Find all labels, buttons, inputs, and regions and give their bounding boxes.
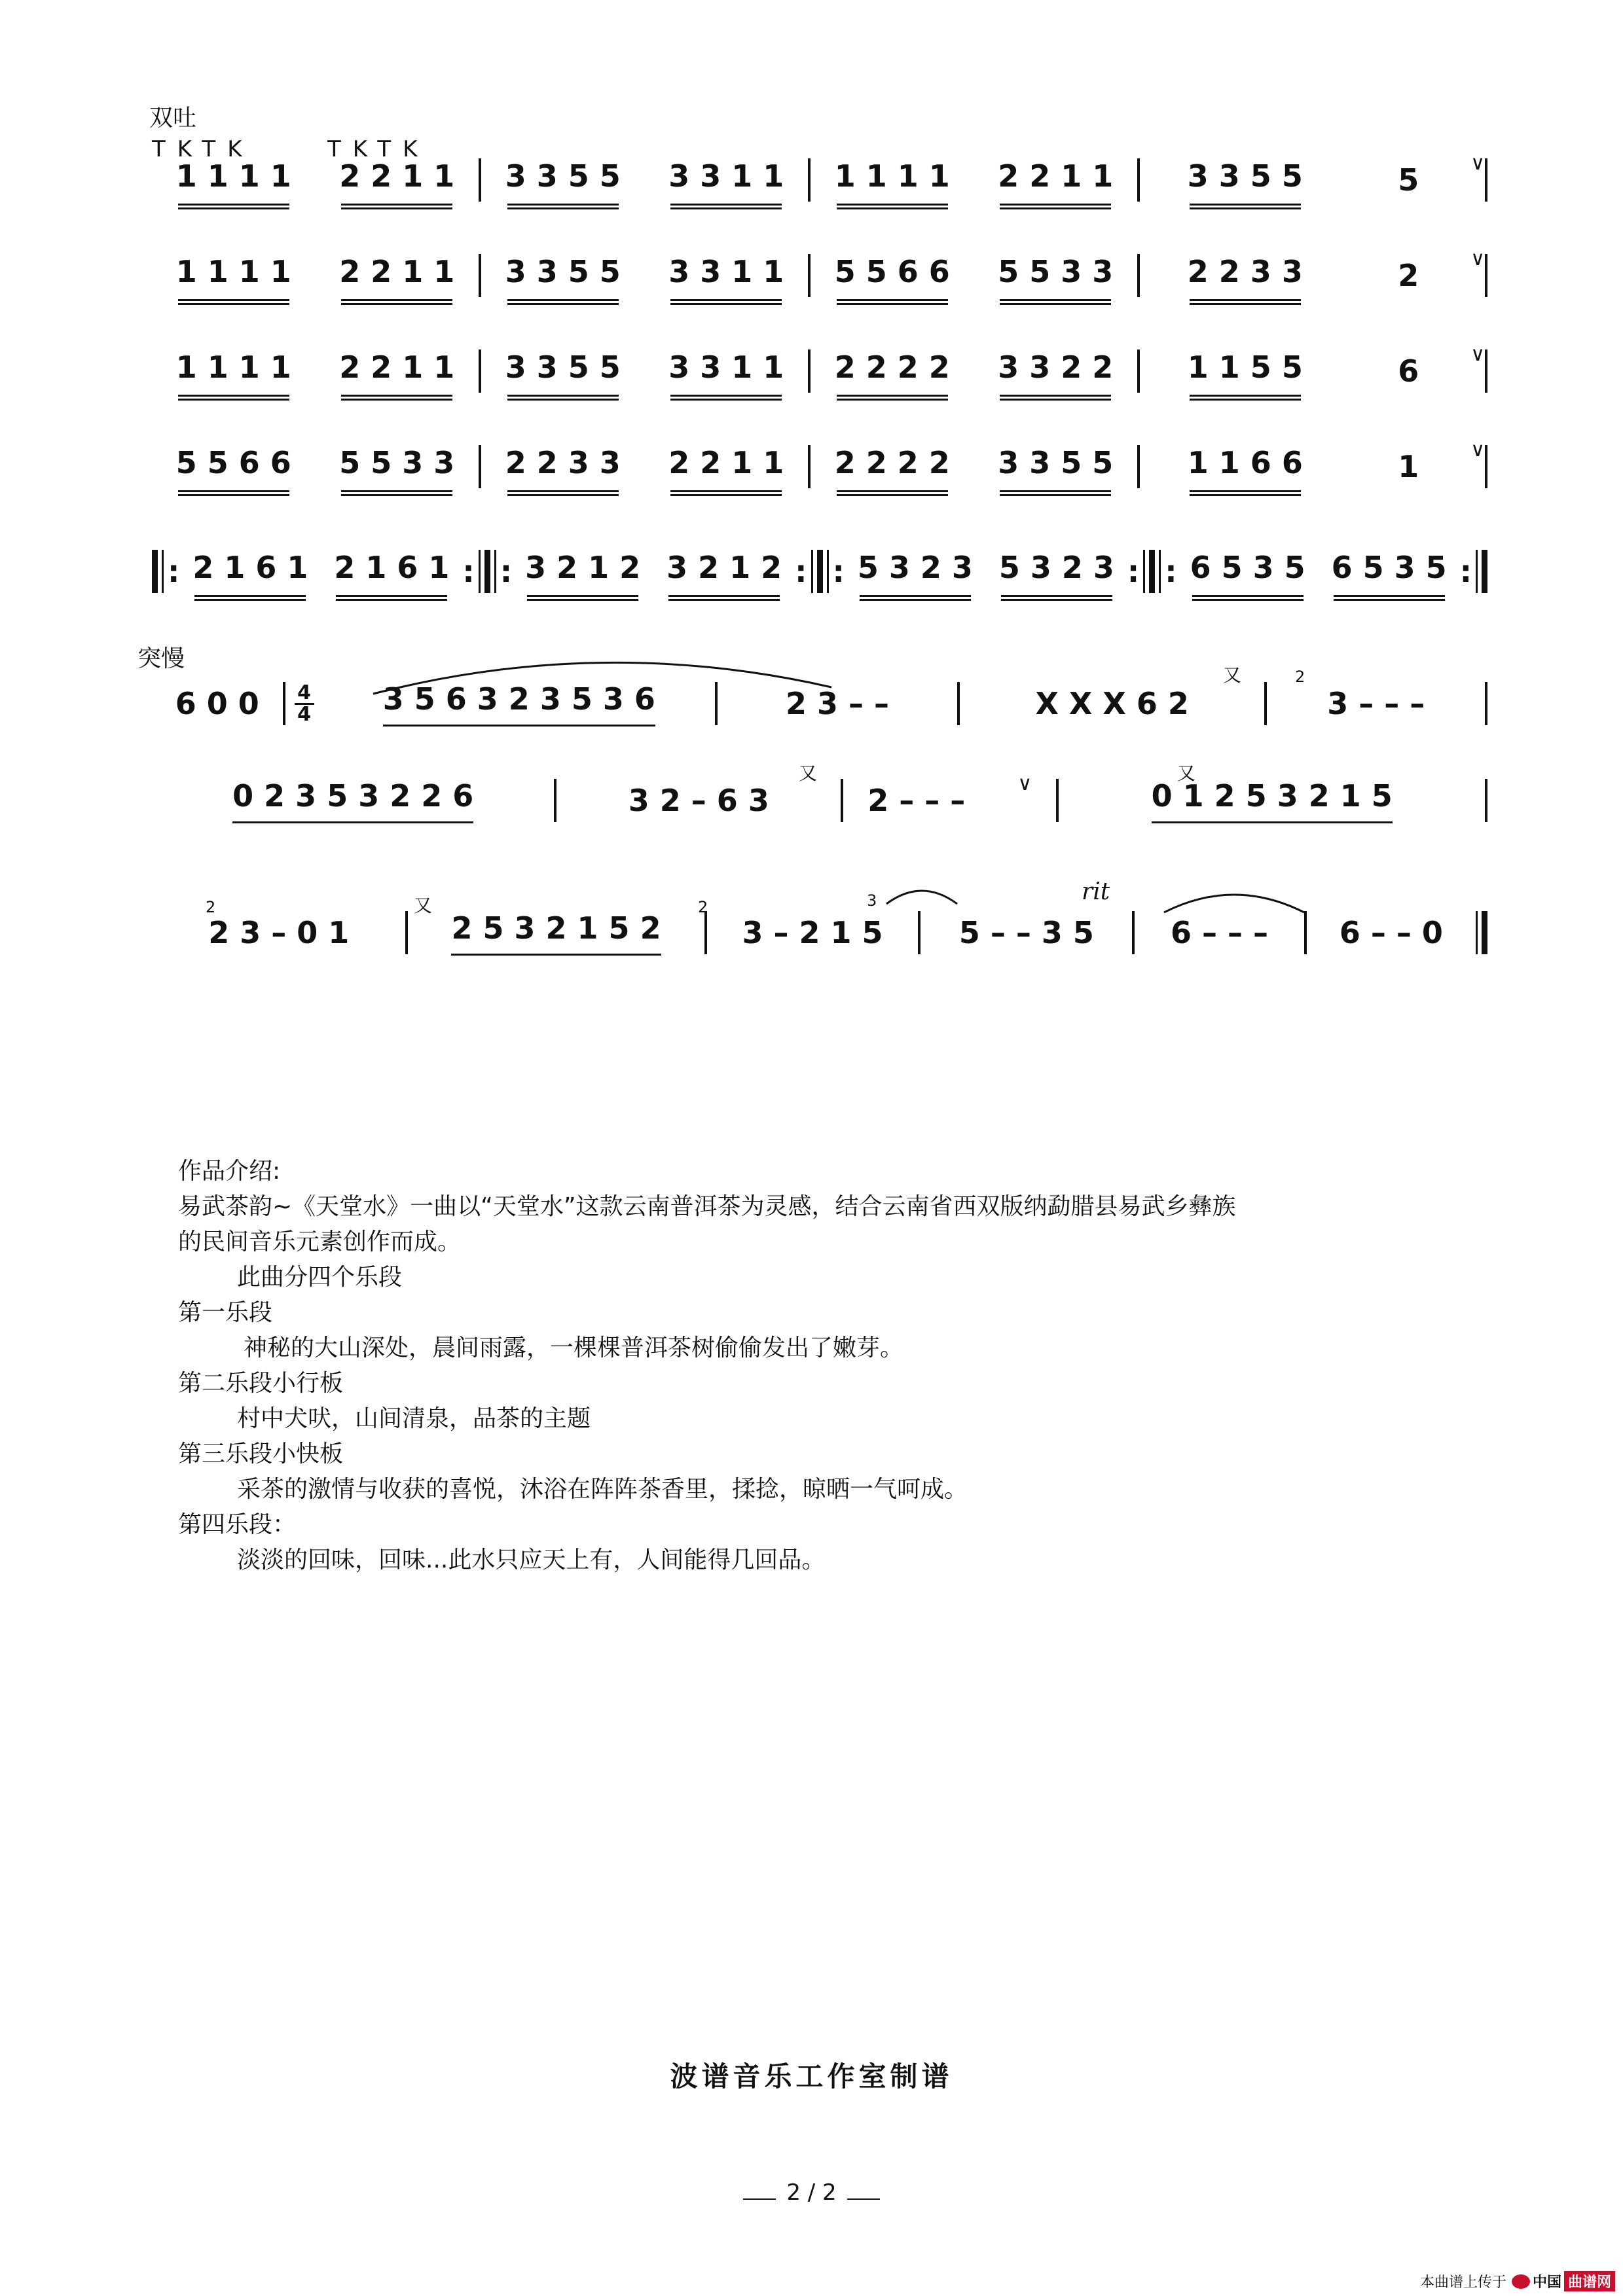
note-group: 2 1 6 1 — [192, 550, 308, 593]
slur-arc — [1159, 884, 1309, 916]
note-group: 2 1 6 1 — [334, 550, 449, 593]
section-text: 采茶的激情与收获的喜悦，沐浴在阵阵茶香里，揉捻，晾晒一气呵成。 — [237, 1476, 968, 1503]
note-group: 2 2 2 2 — [835, 445, 950, 488]
time-signature: 4 4 — [295, 683, 314, 725]
note-group: 6 5 3 5 — [1190, 550, 1305, 593]
note-group: 3 2 1 2 — [525, 550, 640, 593]
ornament-mark: 又 — [1177, 762, 1196, 784]
score-row-8 — [152, 910, 1487, 956]
score-row-2 — [152, 247, 1487, 298]
note-group: 3 3 5 5 — [1188, 158, 1303, 202]
note-group: 1 1 1 1 — [835, 158, 950, 202]
bar-line — [1485, 254, 1487, 297]
note-group: 6 0 0 — [175, 686, 259, 721]
intro-text: 的民间音乐元素创作而成。 — [178, 1229, 462, 1255]
tonguing-label-a: TKTK — [152, 136, 254, 162]
page-number: 2 / 2 — [0, 2179, 1623, 2206]
note-group: 3 3 5 5 — [505, 254, 621, 297]
note-group: 3 3 5 5 — [505, 350, 621, 393]
note-group: 2 2 3 3 — [505, 445, 621, 488]
note-group: 3 – – – — [1327, 686, 1425, 721]
grace-note: 2 — [1295, 668, 1305, 686]
tempo-label: 突慢 — [137, 645, 185, 672]
section-text: 淡淡的回味，回味...此水只应天上有，人间能得几回品。 — [237, 1547, 826, 1573]
note-group: 2 3 – – — [785, 686, 890, 721]
note-group: 3 5 6 3 2 3 5 3 6 — [383, 681, 655, 726]
note-group: 1 — [1398, 449, 1419, 484]
breath-mark: ∨ — [1470, 247, 1486, 270]
grace-note: 2 — [206, 898, 216, 916]
breath-mark: ∨ — [1017, 772, 1032, 795]
final-barline — [1476, 911, 1487, 954]
upload-label: 本曲谱上传于 — [1419, 2274, 1506, 2291]
section-text: 神秘的大山深处，晨间雨露，一棵棵普洱茶树偷偷发出了嫩芽。 — [244, 1335, 904, 1361]
repeat-end: : — [1460, 550, 1487, 593]
repeat-end-start: : : — [795, 550, 845, 593]
technique-label: 双吐 — [149, 105, 197, 132]
section-title: 第二乐段小行板 — [178, 1370, 344, 1397]
note-group: 1 1 6 6 — [1188, 445, 1303, 488]
grace-note: 3 — [867, 891, 877, 910]
note-group: 5 5 6 6 — [176, 445, 291, 488]
ornament-mark: 又 — [414, 895, 433, 916]
note-group: 5 — [1398, 162, 1419, 198]
note-group: 2 2 1 1 — [339, 350, 454, 393]
note-group: 1 1 1 1 — [176, 254, 291, 297]
intro-title: 作品介绍: — [178, 1158, 281, 1185]
slur-arc — [367, 648, 838, 700]
note-group: 3 3 1 1 — [668, 254, 784, 297]
note-group: 3 3 5 5 — [505, 158, 621, 202]
intro-text: 易武茶韵~《天堂水》一曲以“天堂水”这款云南普洱茶为灵感，结合云南省西双版纳勐腊县易武乡彝族 — [178, 1193, 1236, 1220]
note-group: 2 2 2 2 — [835, 350, 950, 393]
tonguing-label-b: TKTK — [327, 136, 429, 162]
note-group: 6 — [1398, 353, 1419, 389]
breath-mark: ∨ — [1470, 151, 1486, 175]
note-group: 3 3 5 5 — [998, 445, 1113, 488]
logo-icon — [1512, 2274, 1530, 2289]
note-group: 6 5 3 5 — [1332, 550, 1447, 593]
note-group: 5 5 3 3 — [998, 254, 1113, 297]
bar-line — [1485, 779, 1487, 822]
note-group: 2 5 3 2 1 5 2 — [451, 910, 661, 956]
bar-line — [1485, 682, 1487, 725]
section-title: 第一乐段 — [178, 1299, 273, 1326]
score-row-5 — [152, 548, 1487, 594]
breath-mark: ∨ — [1470, 438, 1486, 461]
note-group: 6 – – – — [1170, 915, 1269, 950]
note-group: 6 – – 0 — [1339, 915, 1443, 950]
bar-line — [1485, 158, 1487, 202]
note-group: 5 3 2 3 — [858, 550, 973, 593]
bar-line — [1485, 350, 1487, 393]
studio-credit: 波谱音乐工作室制谱 — [670, 2060, 953, 2092]
score-row-3 — [152, 342, 1487, 394]
note-group: 0 2 3 5 3 2 2 6 — [232, 778, 473, 823]
note-group: 3 3 1 1 — [668, 158, 784, 202]
note-group: 2 2 1 1 — [339, 158, 454, 202]
repeat-start: : — [152, 550, 179, 593]
section-title: 第三乐段小快板 — [178, 1441, 344, 1467]
note-group: 0 1 2 5 3 2 1 5 — [1152, 778, 1393, 823]
footer-credit — [1420, 2271, 1615, 2291]
note-group: 3 2 – 6 3 — [628, 783, 769, 818]
score-row-7 — [152, 772, 1487, 823]
note-group: 3 – 2 1 5 — [742, 915, 883, 950]
score-row-1 — [152, 151, 1487, 203]
score-row-4 — [152, 438, 1487, 490]
note-group: 1 1 1 1 — [176, 350, 291, 393]
note-group: 1 1 1 1 — [176, 158, 291, 202]
note-group: 2 2 1 1 — [668, 445, 784, 488]
rit-marking: rit — [1082, 878, 1110, 905]
note-group: 5 5 3 3 — [339, 445, 454, 488]
work-introduction — [178, 1154, 1501, 1578]
breath-mark: ∨ — [1470, 342, 1486, 366]
repeat-end-start: : : — [462, 550, 512, 593]
section-text: 村中犬吠，山间清泉，品茶的主题 — [237, 1405, 591, 1432]
note-group: 2 2 3 3 — [1188, 254, 1303, 297]
grace-note: 2 — [698, 898, 708, 916]
note-group: 2 – – – — [867, 783, 966, 818]
note-group: 3 3 1 1 — [668, 350, 784, 393]
note-group: 2 — [1398, 258, 1419, 293]
note-group: 3 2 1 2 — [666, 550, 782, 593]
bar-line — [283, 682, 285, 725]
note-group: X X X 6 2 — [1035, 686, 1189, 721]
slur-arc — [883, 880, 961, 906]
note-group: 2 2 1 1 — [998, 158, 1113, 202]
bar-line — [1485, 445, 1487, 488]
ornament-mark: 又 — [799, 762, 818, 784]
intro-text: 此曲分四个乐段 — [237, 1264, 403, 1291]
repeat-end-start: : : — [1127, 550, 1177, 593]
note-group: 5 – – 3 5 — [958, 915, 1094, 950]
note-group: 1 1 5 5 — [1188, 350, 1303, 393]
ornament-mark: 又 — [1223, 664, 1242, 686]
site-logo[interactable]: 中国 曲谱网 — [1512, 2271, 1615, 2291]
section-title: 第四乐段： — [178, 1511, 297, 1538]
note-group: 2 2 1 1 — [339, 254, 454, 297]
note-group: 5 3 2 3 — [999, 550, 1114, 593]
note-group: 2 3 – 0 1 — [208, 915, 350, 950]
note-group: 3 3 2 2 — [998, 350, 1113, 393]
note-group: 5 5 6 6 — [835, 254, 950, 297]
